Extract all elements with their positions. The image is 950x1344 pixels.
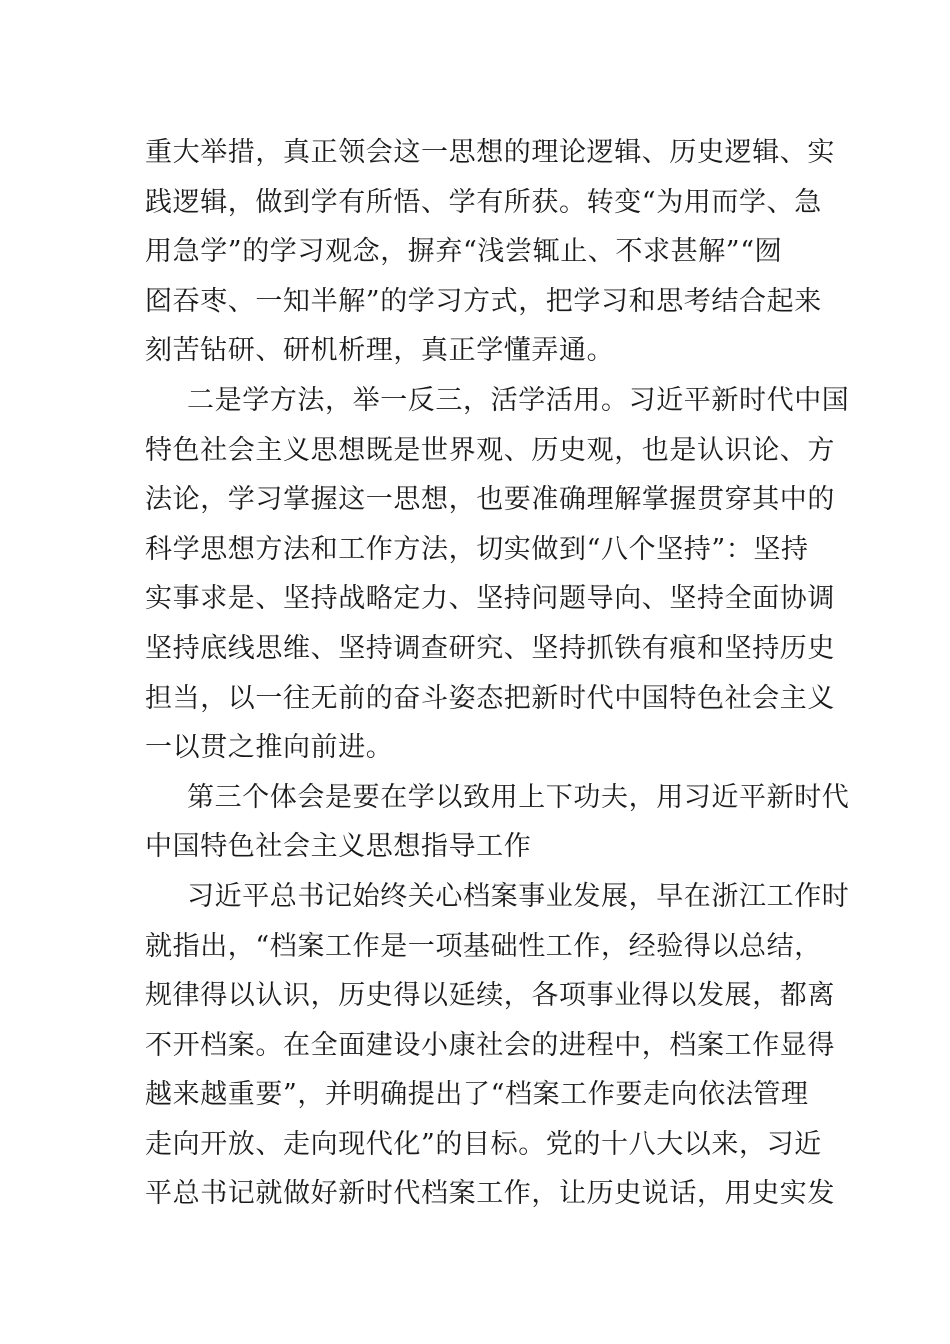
text-line: 一以贯之推向前进。 [145, 732, 394, 764]
section-heading-line: 第三个体会是要在学以致用上下功夫，用习近平新时代 [187, 781, 850, 813]
text-line: 刻苦钻研、研机析理，真正学懂弄通。 [145, 335, 615, 367]
text-line: 就指出，“档案工作是一项基础性工作，经验得以总结， [145, 930, 822, 962]
text-line: 特色社会主义思想既是世界观、历史观，也是认识论、方 [145, 434, 835, 466]
text-line: 规律得以认识，历史得以延续，各项事业得以发展，都离 [145, 980, 835, 1012]
text-line: 实事求是、坚持战略定力、坚持问题导向、坚持全面协调 [145, 583, 835, 615]
document-body [145, 128, 850, 1219]
text-line: 囵吞枣、一知半解”的学习方式，把学习和思考结合起来 [145, 285, 822, 317]
text-line: 法论，学习掌握这一思想，也要准确理解掌握贯穿其中的 [145, 484, 835, 516]
section-heading-line: 中国特色社会主义思想指导工作 [145, 831, 532, 863]
text-line: 践逻辑，做到学有所悟、学有所获。转变“为用而学、急 [145, 186, 822, 218]
text-line: 用急学”的学习观念，摒弃“浅尝辄止、不求甚解”“囫 [145, 236, 783, 268]
paragraph-first-line: 二是学方法，举一反三，活学活用。习近平新时代中国 [187, 384, 850, 416]
text-line: 坚持底线思维、坚持调查研究、坚持抓铁有痕和坚持历史 [145, 632, 835, 664]
text-line: 走向开放、走向现代化”的目标。党的十八大以来，习近 [145, 1128, 822, 1160]
text-line: 担当，以一往无前的奋斗姿态把新时代中国特色社会主义 [145, 682, 835, 714]
text-line: 越来越重要”，并明确提出了“档案工作要走向依法管理 [145, 1079, 809, 1111]
text-line: 科学思想方法和工作方法，切实做到“八个坚持”：坚持 [145, 533, 809, 565]
text-line: 不开档案。在全面建设小康社会的进程中，档案工作显得 [145, 1029, 835, 1061]
paragraph-first-line: 习近平总书记始终关心档案事业发展，早在浙江工作时 [187, 880, 850, 912]
text-line: 重大举措，真正领会这一思想的理论逻辑、历史逻辑、实 [145, 137, 835, 168]
text-line: 平总书记就做好新时代档案工作，让历史说话，用史实发 [145, 1178, 835, 1210]
